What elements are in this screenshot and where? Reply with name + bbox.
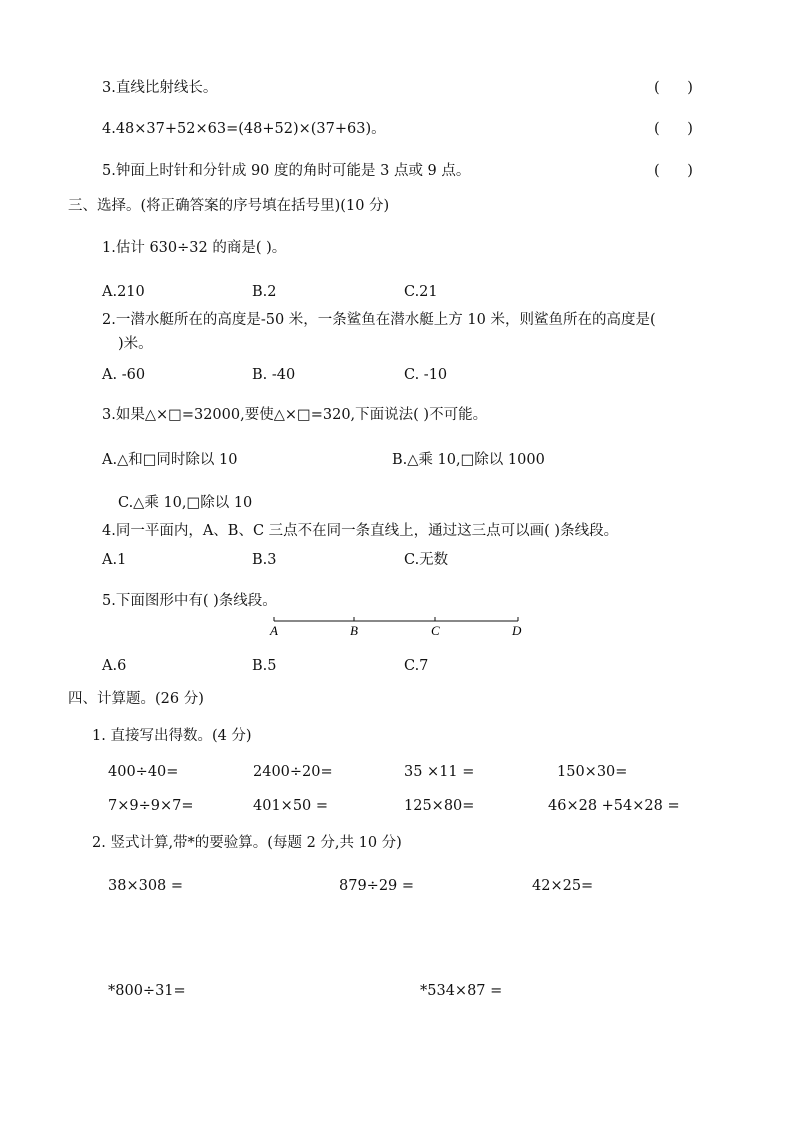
point-label-d: D: [512, 623, 522, 638]
question-1: 1.估计 630÷32 的商是( )。: [102, 240, 287, 256]
calc-item: 46×28 +54×28 =: [548, 798, 680, 814]
vertical-calc-item: 38×308 =: [108, 878, 184, 894]
option-a: A.△和□同时除以 10: [102, 452, 238, 468]
part-1-heading: 1. 直接写出得数。(4 分): [92, 728, 252, 744]
option-a: A.6: [102, 658, 127, 674]
option-b: B.2: [252, 284, 277, 300]
question-2-line2: )米。: [118, 336, 153, 352]
point-label-b: B: [350, 623, 358, 638]
option-c: C.21: [404, 284, 438, 300]
calc-item: 150×30=: [557, 764, 628, 780]
point-label-a: A: [270, 623, 278, 638]
option-b: B.5: [252, 658, 277, 674]
option-b: B.△乘 10,□除以 1000: [392, 452, 545, 468]
point-label-c: C: [431, 623, 440, 638]
calc-item: 125×80=: [404, 798, 475, 814]
option-c: C.△乘 10,□除以 10: [118, 495, 253, 511]
calc-item: 2400÷20=: [253, 764, 333, 780]
calc-item: 35 ×11 =: [404, 764, 475, 780]
option-b: B. -40: [252, 367, 296, 383]
tf-item-3: 3.直线比射线长。: [102, 80, 218, 96]
answer-paren: ( ): [654, 163, 693, 179]
vertical-calc-item: *534×87 =: [420, 983, 503, 999]
option-b: B.3: [252, 552, 277, 568]
calc-item: 7×9÷9×7=: [108, 798, 194, 814]
option-a: A. -60: [102, 367, 146, 383]
line-segment-figure: [265, 612, 535, 642]
tf-item-4: 4.48×37+52×63=(48+52)×(37+63)。: [102, 121, 386, 137]
answer-paren: ( ): [654, 80, 693, 96]
vertical-calc-item: 42×25=: [532, 878, 594, 894]
calc-item: 401×50 =: [253, 798, 329, 814]
option-a: A.210: [102, 284, 145, 300]
section-heading-choice: 三、选择。(将正确答案的序号填在括号里)(10 分): [68, 198, 390, 214]
vertical-calc-item: *800÷31=: [108, 983, 186, 999]
question-3: 3.如果△×□=32000,要使△×□=320,下面说法( )不可能。: [102, 407, 488, 423]
vertical-calc-item: 879÷29 =: [339, 878, 415, 894]
calc-item: 400÷40=: [108, 764, 179, 780]
question-5: 5.下面图形中有( )条线段。: [102, 593, 277, 609]
option-a: A.1: [102, 552, 127, 568]
section-heading-calc: 四、计算题。(26 分): [68, 691, 204, 707]
question-2-line1: 2.一潜水艇所在的高度是-50 米，一条鲨鱼在潜水艇上方 10 米，则鲨鱼所在的高度是(: [102, 312, 656, 328]
answer-paren: ( ): [654, 121, 693, 137]
question-4: 4.同一平面内，A、B、C 三点不在同一条直线上，通过这三点可以画( )条线段。: [102, 523, 619, 539]
option-c: C. -10: [404, 367, 448, 383]
option-c: C.无数: [404, 552, 449, 568]
option-c: C.7: [404, 658, 429, 674]
tf-item-5: 5.钟面上时针和分针成 90 度的角时可能是 3 点或 9 点。: [102, 163, 471, 179]
part-2-heading: 2. 竖式计算,带*的要验算。(每题 2 分,共 10 分): [92, 835, 402, 851]
